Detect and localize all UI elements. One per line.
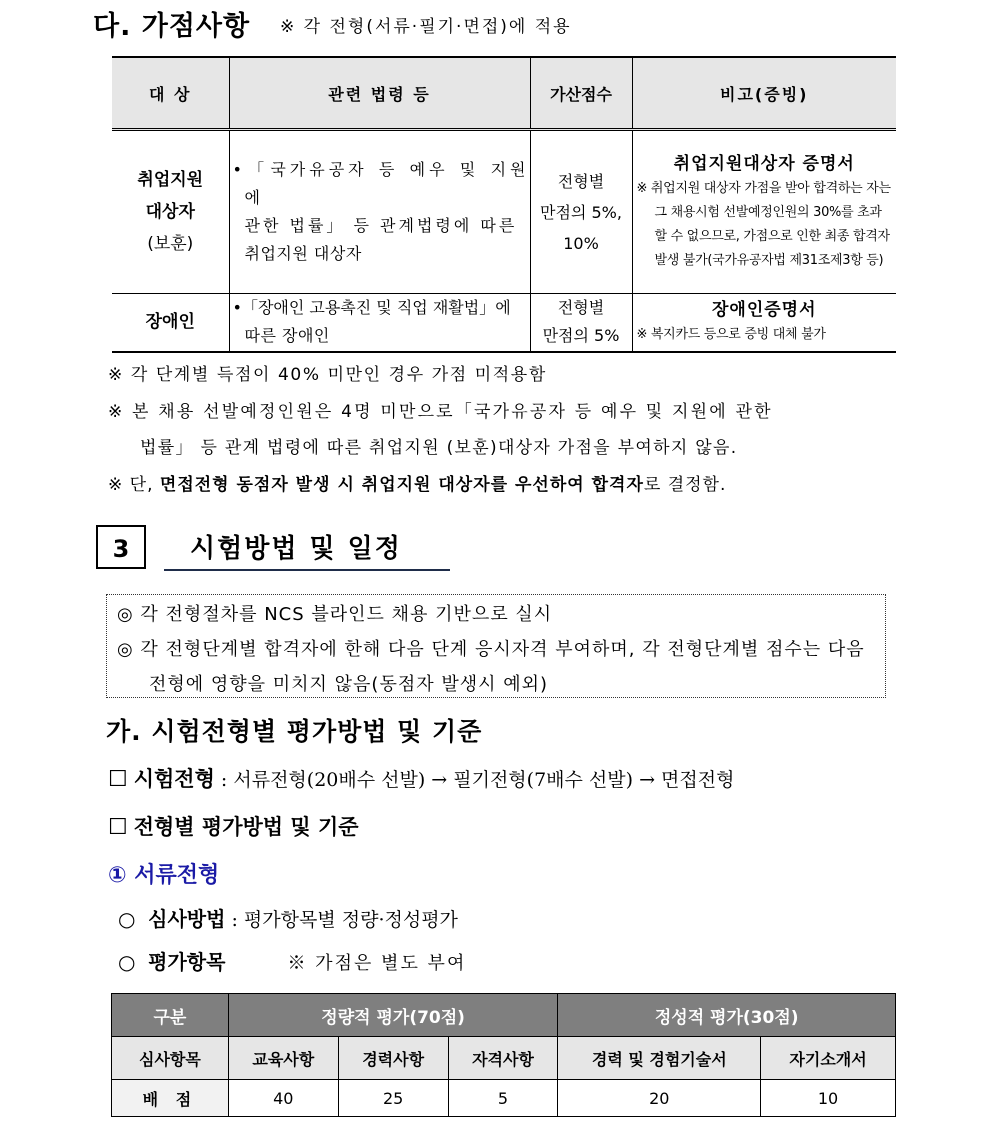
target-sub: (보훈): [147, 234, 194, 254]
row-law: [229, 294, 530, 352]
score-cell: 5: [448, 1080, 558, 1117]
section-title: 시험방법 및 일정: [190, 534, 402, 564]
stage-line: [108, 763, 734, 793]
header-qualitative: 정성적 평가(30점): [558, 994, 896, 1037]
remark-title: 취업지원대상자 증명서: [673, 154, 855, 174]
score-cell: 25: [338, 1080, 448, 1117]
score-line: 10%: [563, 233, 599, 253]
remark-body: ※ 취업지원 대상자 가점을 받아 합격하는 자는 그 채용시험 선발예정인원의 30%를 초과할 수 없으므로, 가점으로 인한 최종 합격자 발생 불가(국가유공자법 제31조제3항 등): [636, 181, 891, 268]
row-remark: [632, 130, 896, 294]
header-target: 대 상: [112, 57, 229, 130]
score-table: [111, 993, 896, 1117]
subheader-cell: 경력 및 경험기술서: [558, 1037, 761, 1080]
items-label: 평가항목: [148, 950, 226, 974]
note-3-prefix: ※ 단,: [108, 475, 160, 495]
row-target: 장애인: [112, 294, 229, 352]
note-3-bold: 면접전형 동점자 발생 시 취업지원 대상자를 우선하여 합격자: [159, 475, 644, 495]
score-line: 만점의 5%: [542, 326, 620, 346]
subheader-cell: 교육사항: [228, 1037, 338, 1080]
stage-text: : 서류전형(20배수 선발) → 필기전형(7배수 선발) → 면접전형: [214, 769, 735, 791]
note-3-suffix: 로 결정함.: [643, 475, 727, 495]
bonus-heading: 다. 가점사항: [93, 11, 251, 42]
remark-title: 장애인증명서: [711, 300, 817, 321]
law-line: •「장애인 고용촉진 및 직업 재활법」에: [232, 298, 511, 318]
law-line: 관한 법률」 등 관계법령에 따른: [244, 216, 518, 235]
row-score: [530, 294, 632, 352]
row-target: [112, 130, 229, 294]
header-score: 가산점수: [530, 57, 632, 130]
bonus-table: [112, 56, 896, 353]
eval-heading: 가. 시험전형별 평가방법 및 기준: [106, 717, 483, 746]
method-line: [108, 811, 359, 841]
law-line: 취업지원 대상자: [244, 244, 362, 263]
score-cell: 40: [228, 1080, 338, 1117]
section-title-underline: [164, 569, 450, 571]
score-line: 전형별: [557, 298, 605, 318]
section-number: 3: [96, 525, 146, 569]
circle-bullet-icon: ○: [118, 907, 136, 931]
stage-label: 시험전형: [133, 767, 215, 791]
score-cell: 20: [558, 1080, 761, 1117]
table-row: [112, 294, 896, 352]
bonus-table-header-row: [112, 57, 896, 130]
law-line: •「국가유공자 등 예우 및 지원에: [232, 160, 530, 207]
row-label: 배 점: [112, 1080, 229, 1117]
score-line: 전형별: [557, 171, 605, 191]
checkbox-icon: ☐: [108, 767, 128, 792]
table-row: [112, 130, 896, 294]
score-line: 만점의 5%,: [540, 202, 622, 222]
row-law: [229, 130, 530, 294]
target-line-2: 대상자: [145, 202, 195, 222]
score-table-header-row: [112, 994, 896, 1037]
circle-bullet-icon: ○: [118, 950, 136, 974]
header-remark: 비고(증빙): [632, 57, 896, 130]
bonus-heading-note: ※ 각 전형(서류·필기·면접)에 적용: [280, 17, 572, 37]
note-2a: ※ 본 채용 선발예정인원은 4명 미만으로「국가유공자 등 예우 및 지원에 관한: [108, 402, 773, 422]
target-line-1: 취업지원: [137, 170, 204, 190]
info-box-item: ◎ 각 전형절차를 NCS 블라인드 채용 기반으로 실시: [117, 604, 553, 625]
table-row: [112, 1080, 896, 1117]
header-quantitative: 정량적 평가(70점): [228, 994, 558, 1037]
method-label: 전형별 평가방법 및 기준: [133, 815, 359, 839]
doc-screening-title: ① 서류전형: [108, 863, 220, 888]
header-law: 관련 법령 등: [229, 57, 530, 130]
note-1: ※ 각 단계별 득점이 40% 미만인 경우 가점 미적용함: [108, 365, 547, 385]
review-text: : 평가항목별 정량·정성평가: [225, 909, 458, 931]
note-2b: 법률」 등 관계 법령에 따른 취업지원 (보훈)대상자 가점을 부여하지 않음.: [140, 438, 738, 458]
items-note: ※ 가점은 별도 부여: [287, 953, 467, 974]
law-line: 따른 장애인: [244, 326, 330, 346]
row-remark: [632, 294, 896, 352]
review-label: 심사방법: [148, 907, 226, 931]
subheader-cell: 경력사항: [338, 1037, 448, 1080]
row-score: [530, 130, 632, 294]
items-line: [118, 946, 466, 975]
info-box-item: ◎ 각 전형단계별 합격자에 한해 다음 단계 응시자격 부여하며, 각 전형단계별 점수는 다음 전형에 영향을 미치지 않음(동점자 발생시 예외): [117, 639, 865, 695]
score-table-subheader-row: [112, 1037, 896, 1080]
checkbox-icon: ☐: [108, 815, 128, 840]
score-cell: 10: [761, 1080, 896, 1117]
subheader-cell: 자기소개서: [761, 1037, 896, 1080]
remark-body: ※ 복지카드 등으로 증빙 대체 불가: [636, 327, 826, 343]
review-line: [118, 903, 458, 932]
header-category: 구분: [112, 994, 229, 1037]
note-3: [108, 470, 726, 495]
subheader-cell: 심사항목: [112, 1037, 229, 1080]
info-box: [106, 594, 886, 698]
subheader-cell: 자격사항: [448, 1037, 558, 1080]
